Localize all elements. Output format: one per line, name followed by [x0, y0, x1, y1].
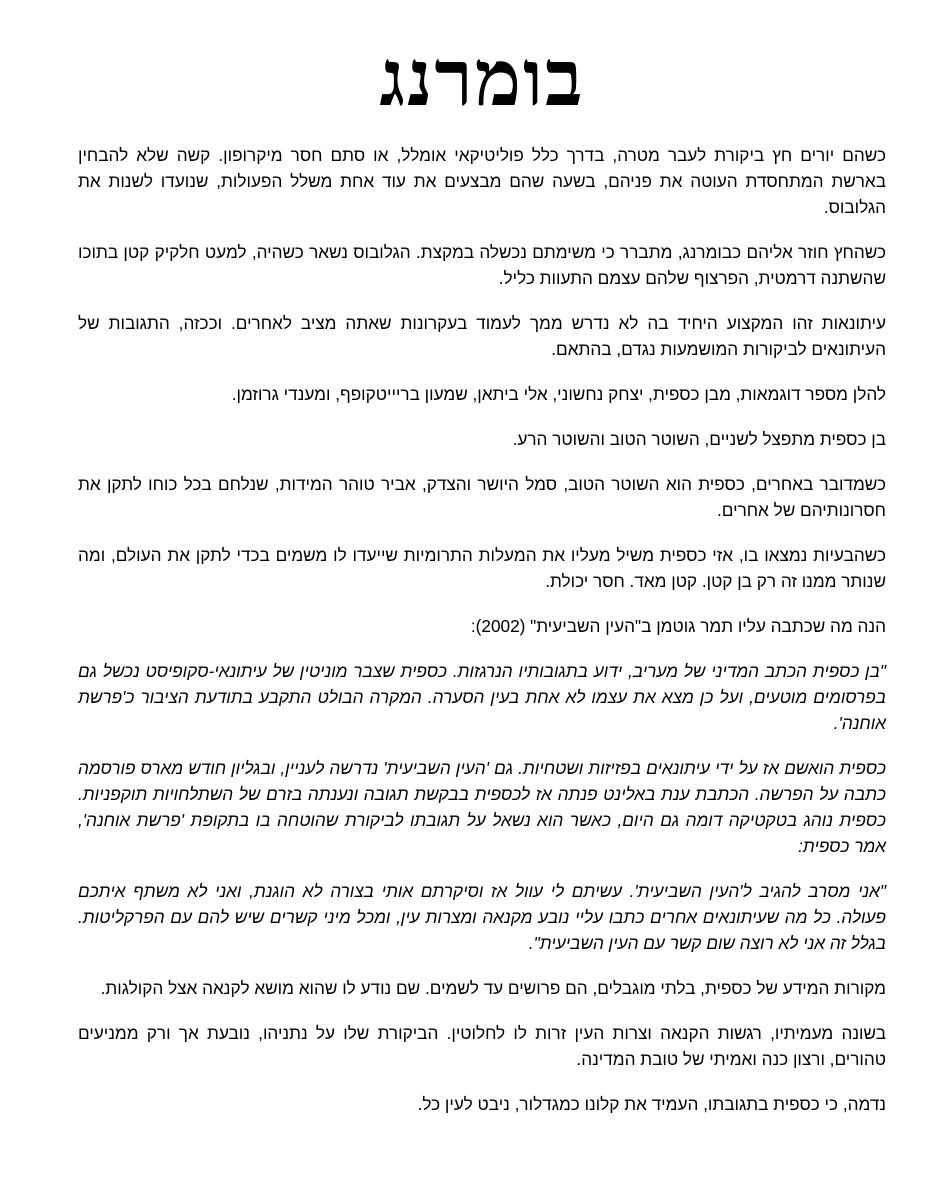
page-title: בומרנג [379, 33, 585, 124]
body-paragraph: כשמדובר באחרים, כספית הוא השוטר הטוב, סמל היושר והצדק, אביר טוהר המידות, שנלחם בכל כוחו לתקן את חסרונותיהם של אחרים. [78, 474, 886, 520]
body-paragraph: להלן מספר דוגמאות, מבן כספית, יצחק נחשוני, אלי ביתאן, שמעון בריייטקופף, ומענדי גרוזמן. [231, 384, 886, 404]
body-paragraph: בשונה מעמיתיו, רגשות הקנאה וצרות העין זרות לו לחלוטין. הביקורת שלו על נתניהו, נובעת אך ורק ממניעים טהורים, ורצון כנה ואמיתי של טובת המדינה. [78, 1023, 886, 1069]
body-paragraph: בן כספית מתפצל לשניים, השוטר הטוב והשוטר הרע. [512, 429, 886, 449]
body-paragraph: עיתונאות זהו המקצוע היחיד בה לא נדרש ממך לעמוד בעקרונות שאתה מציב לאחרים. וככזה, התגובות של העיתונאים לביקורות המושמעות נגדם, בהתאם. [78, 313, 886, 359]
body-paragraph: נדמה, כי כספית בתגובתו, העמיד את קלונו כמגדלור, ניבט לעין כל. [417, 1094, 886, 1114]
quote-paragraph: "אני מסרב להגיב ל'העין השביעית'. עשיתם לי עוול אז וסיקרתם אותי בצורה לא הוגנת, ואני לא משתף איתכם פעולה. כל מה שעיתונאים אחרים כתבו עליי נובע מקנאה ומצרות עין, ומכל מיני קשרים שיש להם עם הפרקליטות. בגלל זה אני לא רוצה שום קשר עם העין השביעית". [78, 881, 886, 953]
quote-paragraph: "בן כספית הכתב המדיני של מעריב, ידוע בתגובותיו הנרגזות. כספית שצבר מוניטין של עיתונאי-סקופיסט נכשל גם בפרסומים מוטעים, ועל כן מצא את עצמו לא אחת בעין הסערה. המקרה הבולט התקבע בתודעת הציבור כ'פרשת אוחנה'. [78, 661, 886, 733]
body-paragraph: כשהם יורים חץ ביקורת לעבר מטרה, בדרך כלל פוליטיקאי אומלל, או סתם חסר מיקרופון. קשה שלא להבחין בארשת המתחסדת העוטה את פניהם, בשעה שהם מבצעים את עוד אחת משלל הפעולות, שנועדו לשנות את הגלובוס. [78, 145, 886, 217]
body-paragraph: הנה מה שכתבה עליו תמר גוטמן ב"העין השביעית" (2002): [470, 616, 886, 636]
body-paragraph: מקורות המידע של כספית, בלתי מוגבלים, הם פרושים עד לשמים. שם נודע לו שהוא מושא לקנאה אצל הקולגות. [100, 978, 886, 998]
body-paragraph: כשהחץ חוזר אליהם כבומרנג, מתברר כי משימתם נכשלה במקצת. הגלובוס נשאר כשהיה, למעט חלקיק קטן בתוכו שהשתנה דרמטית, הפרצוף שלהם עצמם התעוות כליל. [78, 242, 886, 288]
quote-paragraph: כספית הואשם אז על ידי עיתונאים בפזיזות ושטחיות. גם 'העין השביעית' נדרשה לעניין, ובגליון חודש מארס פורסמה כתבה על הפרשה. הכתבת ענת באלינט פנתה אז לכספית בבקשת תגובה ונענתה בזרם של השתלחויות תוקפניות. כספית נוהג בטקטיקה דומה גם היום, כאשר הוא נשאל על תגובתו לביקורת שהוטחה בו בתקופת 'פרשת אוחנה', אמר כספית: [78, 758, 886, 856]
article-body [78, 142, 886, 1117]
body-paragraph: כשהבעיות נמצאו בו, אזי כספית משיל מעליו את המעלות התרומיות שייעדו לו משמים בכדי לתקן את העולם, ומה שנותר ממנו זה רק בן קטן. קטן מאד. חסר יכולת. [78, 545, 886, 591]
